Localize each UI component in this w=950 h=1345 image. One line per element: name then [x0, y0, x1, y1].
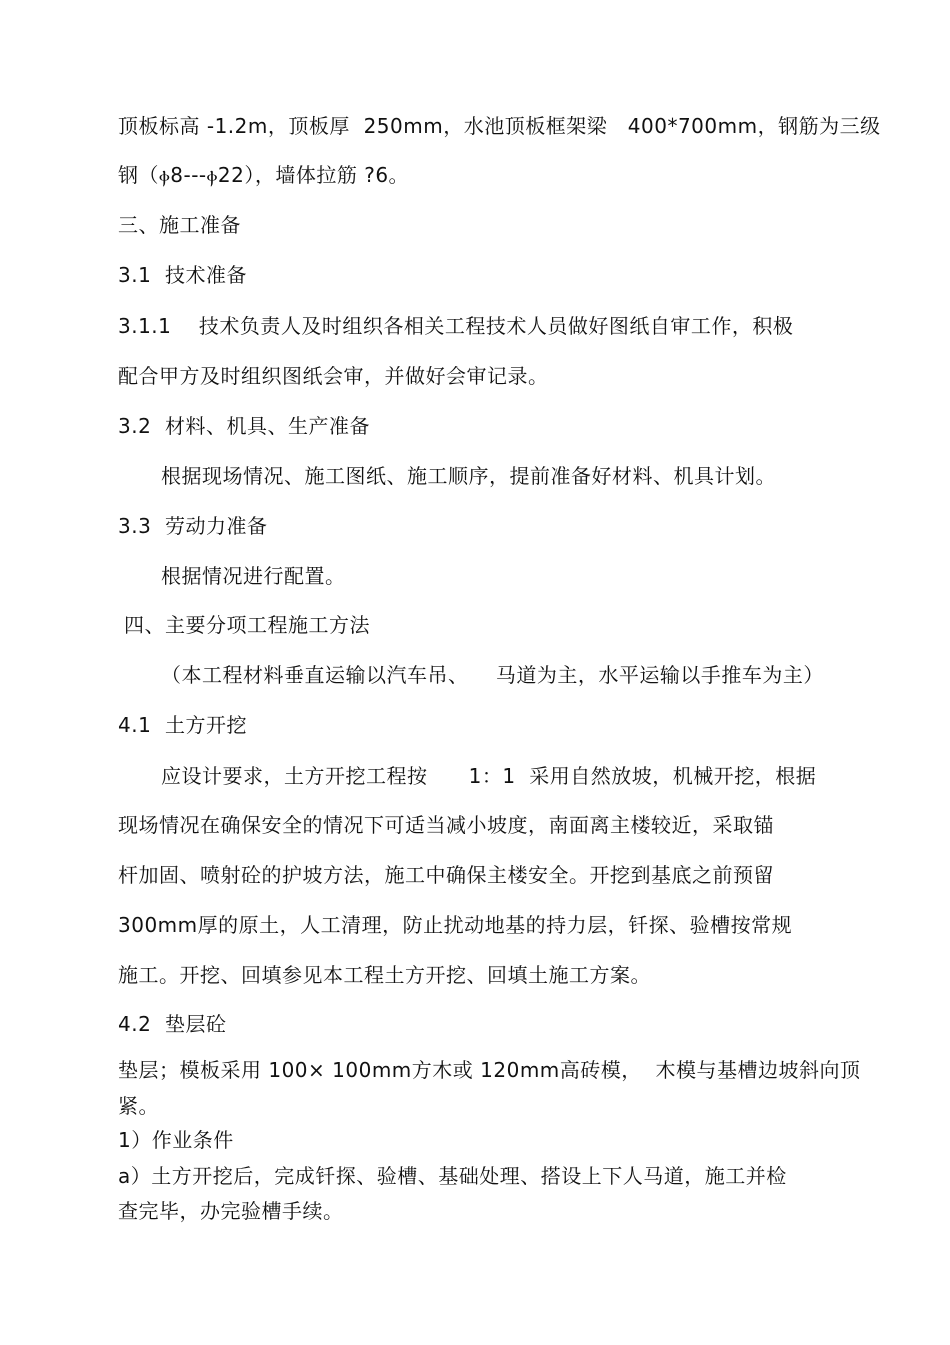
- text-line: （本工程材料垂直运输以汽车吊、 马道为主，水平运输以手推车为主）: [161, 663, 824, 687]
- text-line: 3.1.1 技术负责人及时组织各相关工程技术人员做好图纸自审工作，积极: [118, 314, 794, 338]
- subsection-heading: 3.1 技术准备: [118, 263, 248, 287]
- text-line: 杆加固、喷射砼的护坡方法，施工中确保主楼安全。开挖到基底之前预留: [118, 863, 774, 887]
- subsection-heading: 3.3 劳动力准备: [118, 514, 268, 538]
- text-line: 紧。: [118, 1094, 159, 1118]
- text-line: 查完毕，办完验槽手续。: [118, 1199, 344, 1223]
- subsection-heading: 3.2 材料、机具、生产准备: [118, 414, 371, 438]
- section-heading: 四、主要分项工程施工方法: [124, 613, 370, 637]
- subsection-heading: 4.1 土方开挖: [118, 713, 248, 737]
- text-line: 配合甲方及时组织图纸会审，并做好会审记录。: [118, 364, 549, 388]
- section-heading: 三、施工准备: [118, 213, 241, 237]
- text-line: 300mm厚的原土，人工清理，防止扰动地基的持力层，钎探、验槽按常规: [118, 913, 793, 937]
- text-line: 现场情况在确保安全的情况下可适当减小坡度，南面离主楼较近，采取锚: [118, 813, 774, 837]
- text-line: 顶板标高 -1.2m，顶板厚 250mm，水池顶板框架梁 400*700mm，钢筋为三级: [118, 114, 881, 138]
- text-line: 根据情况进行配置。: [161, 564, 346, 588]
- text-line: 施工。开挖、回填参见本工程土方开挖、回填土施工方案。: [118, 963, 651, 987]
- list-item: a）土方开挖后，完成钎探、验槽、基础处理、搭设上下人马道，施工并检: [118, 1164, 787, 1188]
- text-line: 垫层；模板采用 100× 100mm方木或 120mm高砖模， 木模与基槽边坡斜向顶: [118, 1058, 861, 1082]
- subsection-heading: 4.2 垫层砼: [118, 1012, 227, 1036]
- text-line: 根据现场情况、施工图纸、施工顺序，提前准备好材料、机具计划。: [161, 464, 776, 488]
- text-line: 应设计要求，土方开挖工程按 1：1 采用自然放坡，机械开挖，根据: [161, 764, 817, 788]
- list-heading: 1）作业条件: [118, 1128, 234, 1152]
- text-line: 钢（ⲫ8---ⲫ22），墙体拉筋 ?6。: [118, 163, 410, 187]
